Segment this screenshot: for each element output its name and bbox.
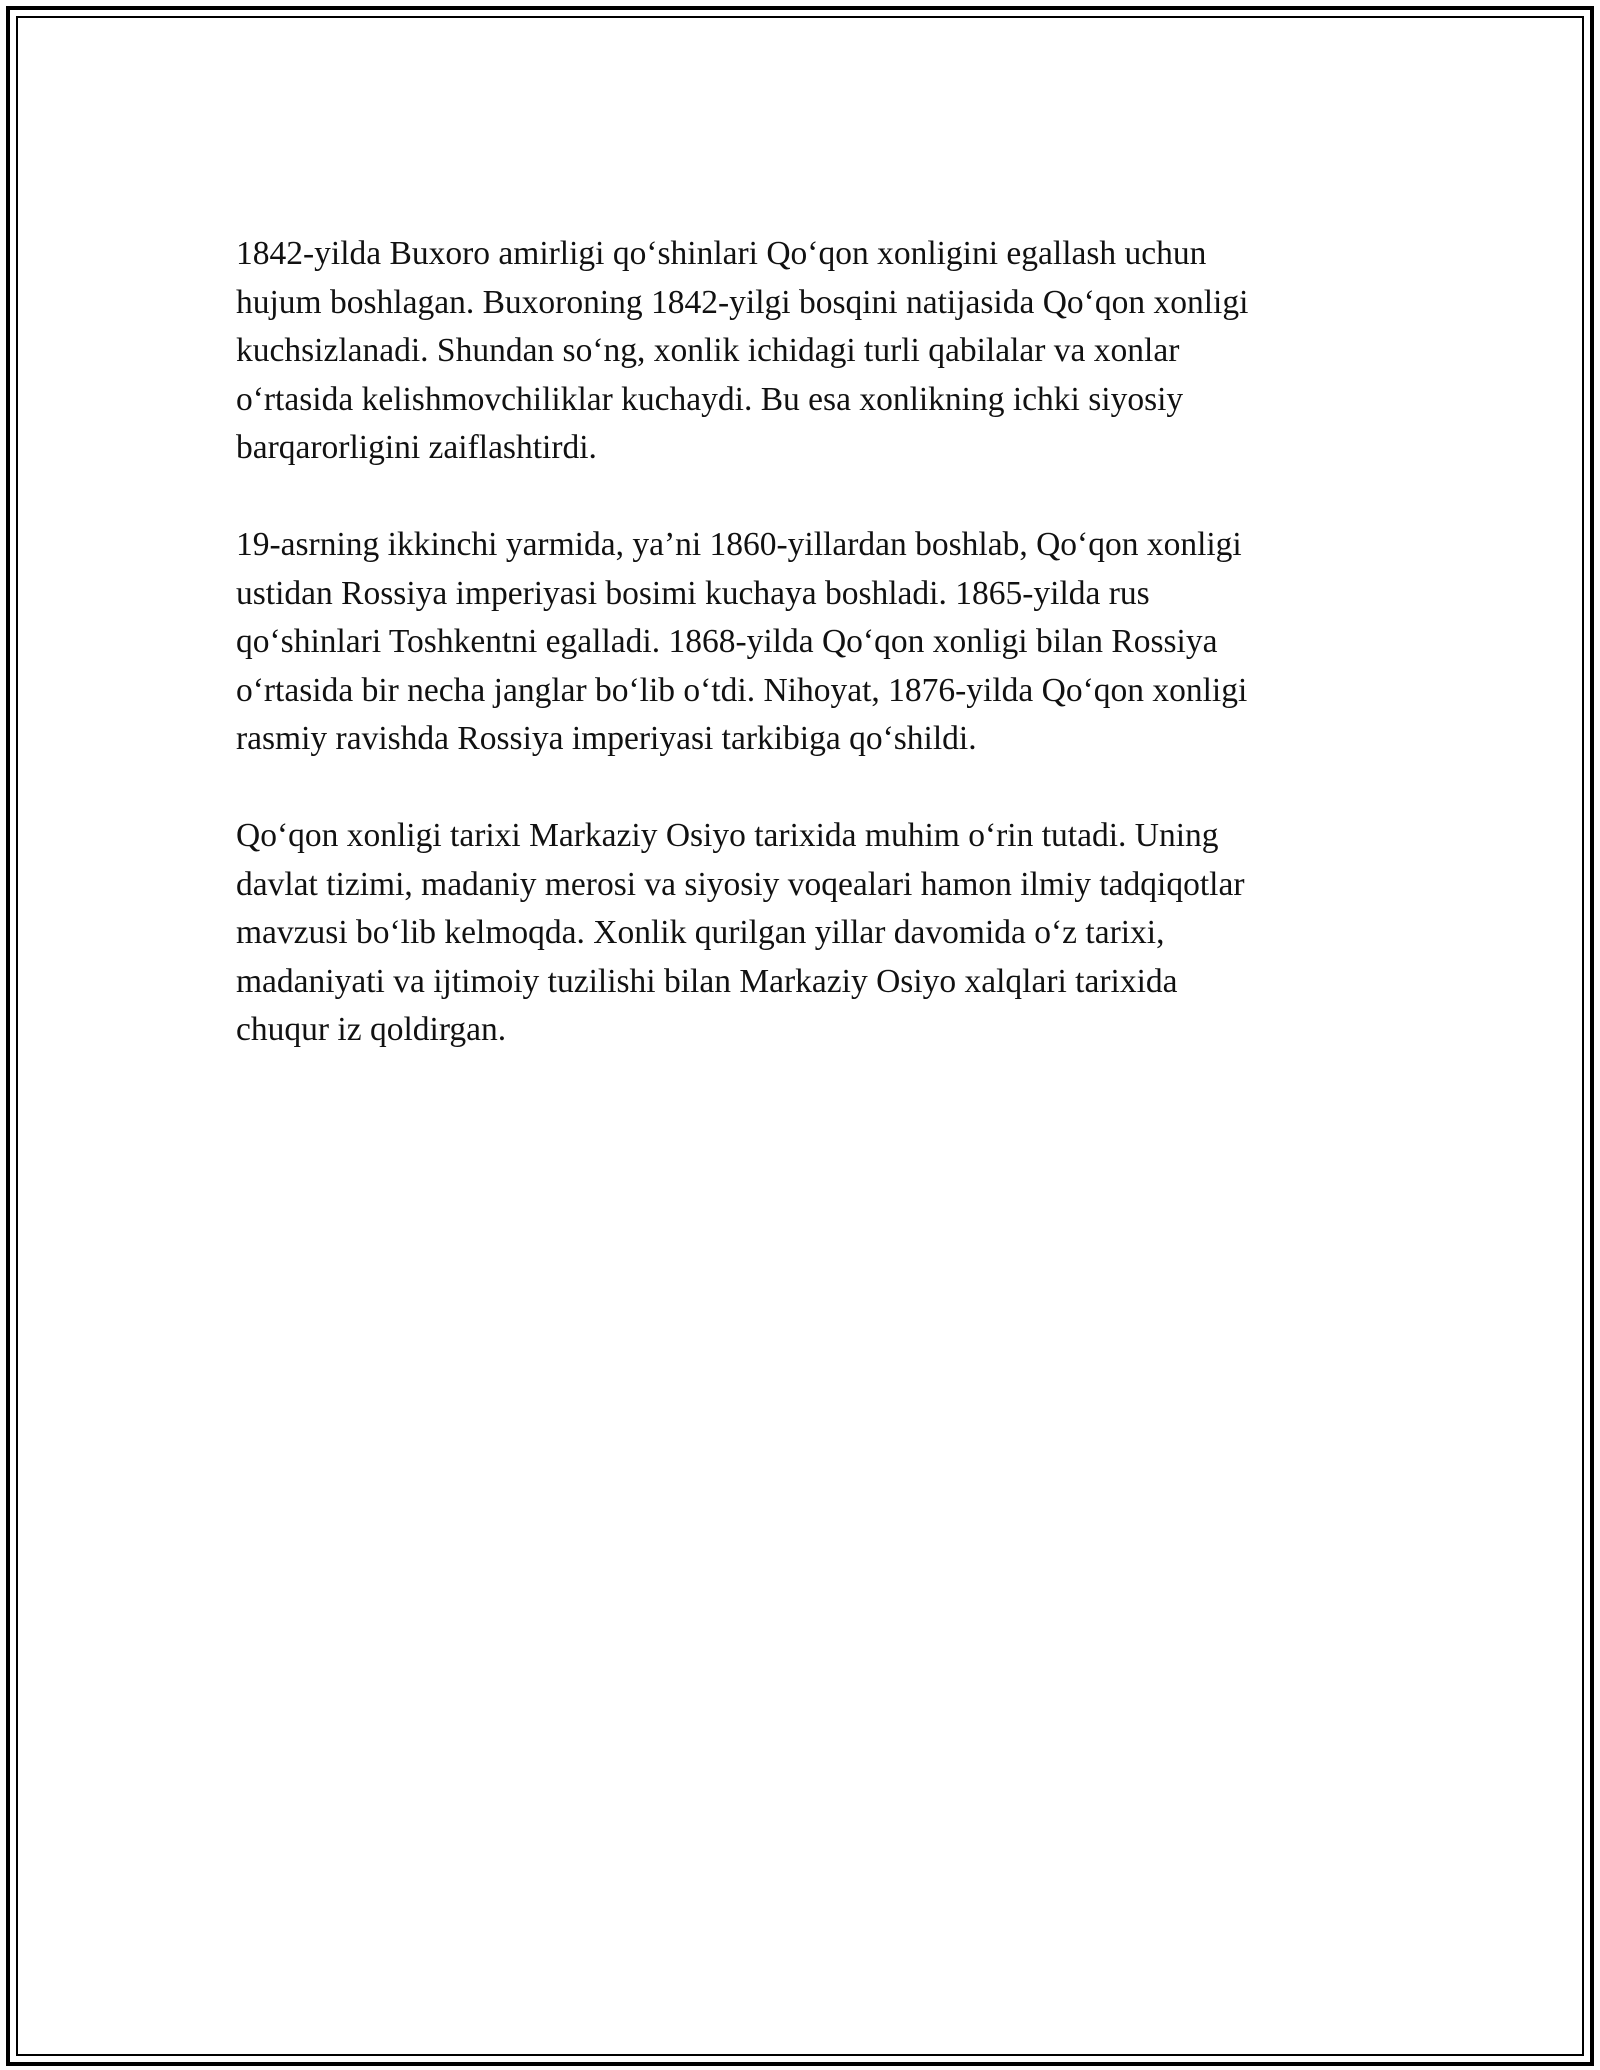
paragraph-line: kuchsizlanadi. Shundan so‘ng, xonlik ichidagi turli qabilalar va xonlar [236, 332, 1180, 369]
paragraph-line: barqarorligini zaiflashtirdi. [236, 429, 597, 466]
paragraph-2 [236, 521, 1366, 764]
paragraph-line: davlat tizimi, madaniy merosi va siyosiy voqealari hamon ilmiy tadqiqotlar [236, 865, 1245, 903]
paragraph-line: 19-asrning ikkinchi yarmida, ya’ni 1860-yillardan boshlab, Qo‘qon xonligi [236, 526, 1242, 563]
paragraph-1 [236, 230, 1366, 473]
paragraph-line: qo‘shinlari Toshkentni egalladi. 1868-yilda Qo‘qon xonligi bilan Rossiya [236, 623, 1218, 660]
document-body [236, 230, 1366, 1103]
paragraph-line: rasmiy ravishda Rossiya imperiyasi tarkibiga qo‘shildi. [236, 720, 977, 757]
paragraph-line: ustidan Rossiya imperiyasi bosimi kuchaya boshladi. 1865-yilda rus [236, 574, 1150, 612]
paragraph-line: mavzusi bo‘lib kelmoqda. Xonlik qurilgan yillar davomida o‘z tarixi, [236, 914, 1165, 951]
paragraph-line: chuqur iz qoldirgan. [236, 1011, 507, 1048]
paragraph-line: madaniyati va ijtimoiy tuzilishi bilan Markaziy Osiyo xalqlari tarixida [236, 962, 1178, 1000]
paragraph-line: hujum boshlagan. Buxoroning 1842-yilgi bosqini natijasida Qo‘qon xonligi [236, 283, 1249, 321]
paragraph-line: o‘rtasida kelishmovchiliklar kuchaydi. Bu esa xonlikning ichki siyosiy [236, 380, 1184, 418]
paragraph-3 [236, 812, 1366, 1055]
paragraph-line: Qo‘qon xonligi tarixi Markaziy Osiyo tarixida muhim o‘rin tutadi. Uning [236, 817, 1219, 854]
paragraph-line: o‘rtasida bir necha janglar bo‘lib o‘tdi. Nihoyat, 1876-yilda Qo‘qon xonligi [236, 671, 1248, 709]
paragraph-line: 1842-yilda Buxoro amirligi qo‘shinlari Qo‘qon xonligini egallash uchun [236, 235, 1207, 272]
